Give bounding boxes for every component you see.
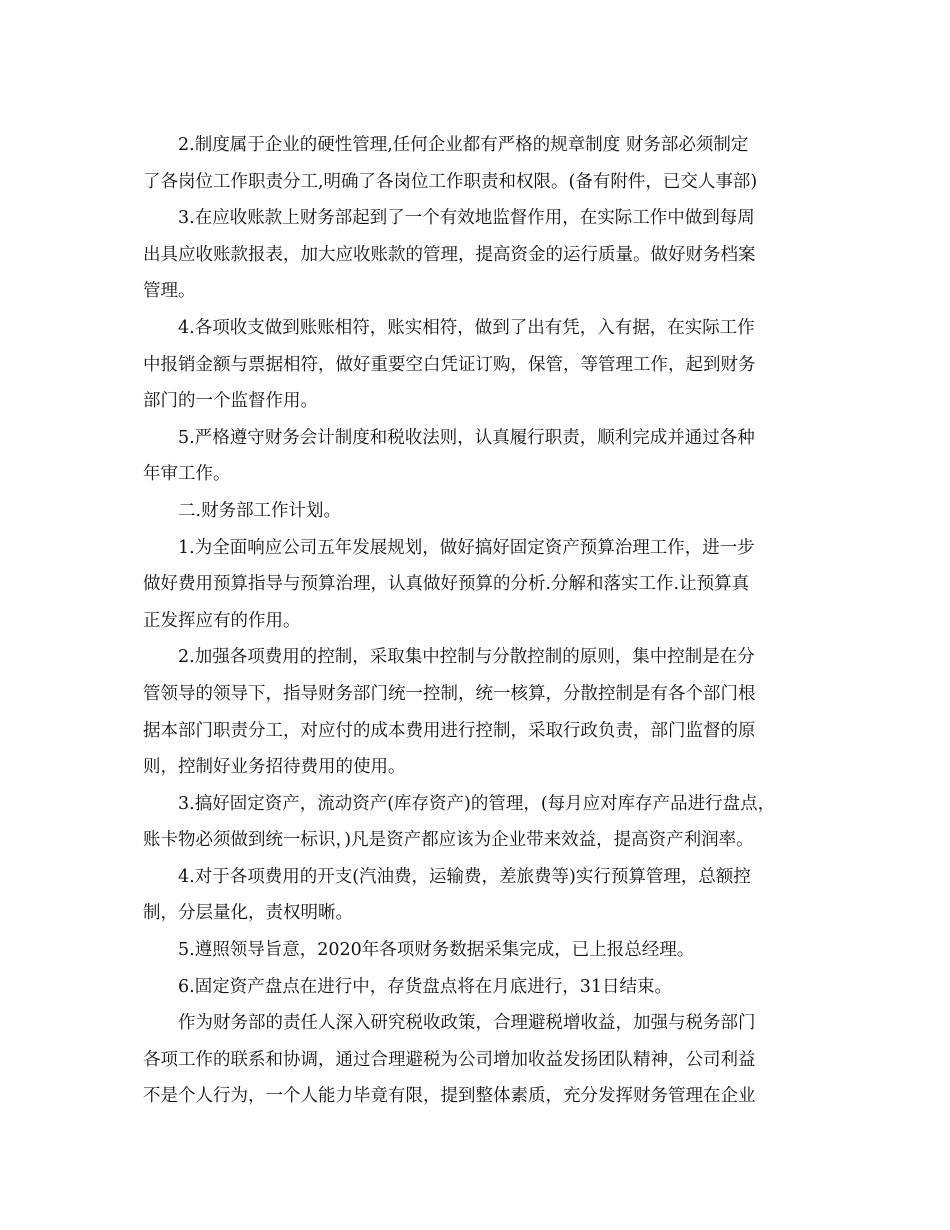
section-heading: 二.财务部工作计划。: [178, 500, 342, 521]
paragraph-inventory: [143, 969, 808, 1006]
text-line: 账卡物必须做到统一标识，)凡是资产都应该为企业带来效益，提高资产利润率。: [143, 830, 754, 851]
paragraph-receivables: [143, 200, 808, 310]
text-line: 则，控制好业务招待费用的使用。: [143, 757, 406, 778]
text-line: 4.对于各项费用的开支(汽油费，运输费，差旅费等)实行预算管理，总额控: [178, 866, 751, 887]
document-body: [143, 127, 808, 1115]
text-line: 4.各项收支做到账账相符，账实相符，做到了出有凭，入有据，在实际工作: [178, 317, 755, 338]
text-line: 做好费用预算指导与预算治理，认真做好预算的分析.分解和落实工作.让预算真: [143, 574, 750, 595]
section-heading-work-plan: [143, 493, 808, 530]
paragraph-budget: [143, 530, 808, 640]
text-line: 1.为全面响应公司五年发展规划，做好搞好固定资产预算治理工作，进一步: [178, 537, 755, 558]
paragraph-income-expense: [143, 310, 808, 420]
text-line: 据本部门职责分工，对应付的成本费用进行控制，采取行政负责，部门监督的原: [143, 720, 756, 741]
text-line: 各项工作的联系和协调，通过合理避税为公司增加收益发扬团队精神，公司利益: [143, 1049, 756, 1070]
paragraph-tax-policy: [143, 1005, 808, 1115]
text-line: 作为财务部的责任人深入研究税收政策，合理避税增收益，加强与税务部门: [178, 1013, 756, 1034]
text-line: 年审工作。: [143, 464, 231, 485]
text-line: 不是个人行为，一个人能力毕竟有限，提到整体素质，充分发挥财务管理在企业: [143, 1086, 756, 1107]
paragraph-institution-rules: [143, 127, 808, 200]
text-line: 3.搞好固定资产，流动资产(库存资产)的管理，(每月应对库存产品进行盘点，: [178, 793, 776, 814]
text-line: 5.严格遵守财务会计制度和税收法则，认真履行职责，顺利完成并通过各种: [178, 427, 755, 448]
text-line: 正发挥应有的作用。: [143, 610, 301, 631]
text-line: 管领导的领导下，指导财务部门统一控制，统一核算，分散控制是有各个部门根: [143, 683, 756, 704]
text-line: 6.固定资产盘点在进行中，存货盘点将在月底进行，31日结束。: [178, 976, 672, 997]
text-line: 制，分层量化，责权明晰。: [143, 903, 353, 924]
paragraph-accounting-rules: [143, 420, 808, 493]
text-line: 了各岗位工作职责分工,明确了各岗位工作职责和权限。(备有附件，已交人事部): [143, 171, 758, 192]
paragraph-expenses: [143, 859, 808, 932]
paragraph-cost-control: [143, 639, 808, 785]
paragraph-assets: [143, 786, 808, 859]
text-line: 2.制度属于企业的硬性管理,任何企业都有严格的规章制度 财务部必须制定: [178, 135, 749, 155]
text-line: 部门的一个监督作用。: [143, 391, 318, 412]
text-line: 5.遵照领导旨意，2020年各项财务数据采集完成，已上报总经理。: [178, 940, 695, 961]
text-line: 3.在应收账款上财务部起到了一个有效地监督作用，在实际工作中做到每周: [178, 208, 755, 229]
text-line: 中报销金额与票据相符，做好重要空白凭证订购，保管，等管理工作，起到财务: [143, 354, 756, 375]
text-line: 管理。: [143, 281, 196, 302]
text-line: 出具应收账款报表，加大应收账款的管理，提高资金的运行质量。做好财务档案: [143, 244, 756, 265]
paragraph-data-collection: [143, 932, 808, 969]
text-line: 2.加强各项费用的控制，采取集中控制与分散控制的原则，集中控制是在分: [178, 647, 755, 668]
